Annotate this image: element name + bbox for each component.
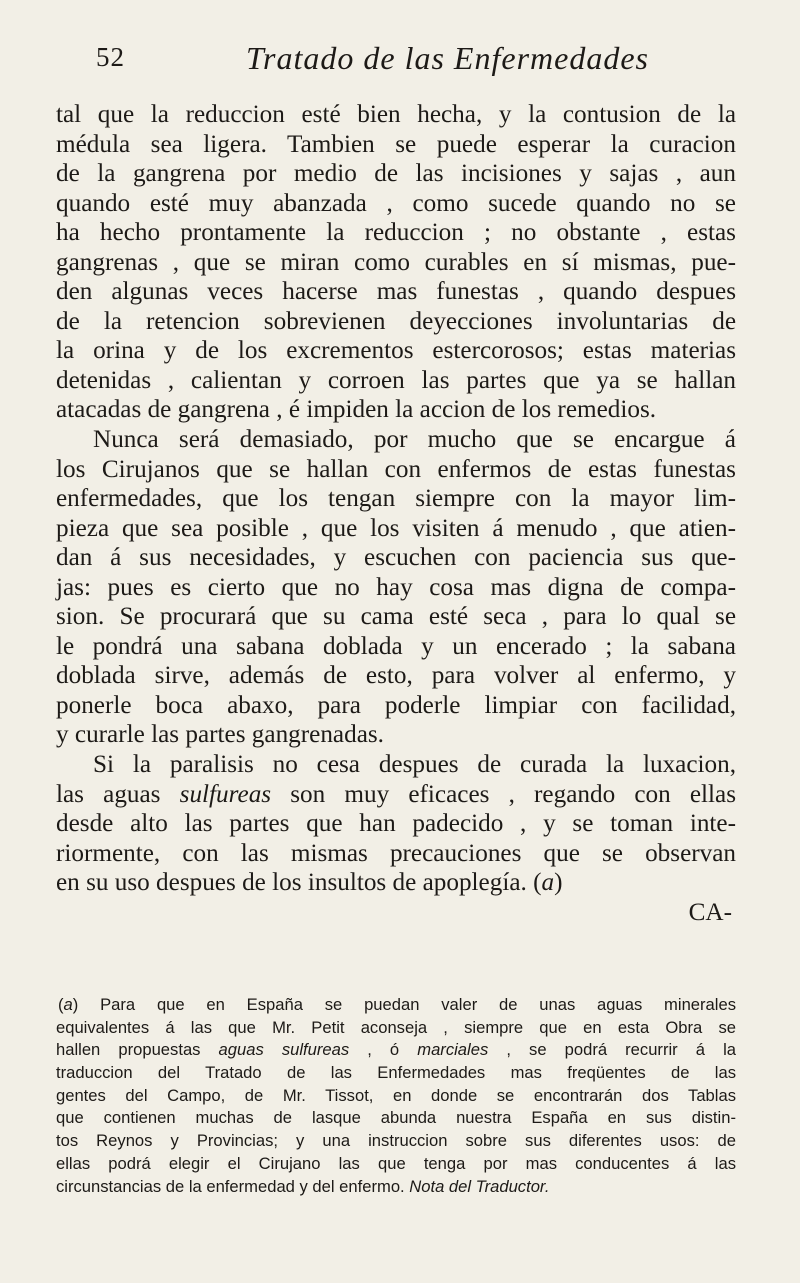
- footnote-line: [56, 1039, 736, 1062]
- text-line: doblada sirve, además de esto, para volver al enfermo, y: [56, 662, 736, 690]
- text-run: ) Para que en España se puedan valer de unas aguas minerales: [72, 995, 736, 1014]
- paragraph-2: [56, 425, 736, 750]
- translator-note: Nota del Traductor.: [409, 1176, 550, 1196]
- text-line: den algunas veces hacerse mas funestas , quando despues: [56, 278, 736, 306]
- text-line: Si la paralisis no cesa despues de curada la luxacion,: [93, 751, 736, 779]
- footnote-line: [56, 994, 736, 1017]
- footnote-line: equivalentes á las que Mr. Petit aconseja , siempre que en esta Obra se: [56, 1017, 736, 1037]
- text-line: [56, 780, 736, 810]
- main-text: [56, 100, 736, 927]
- text-line: le pondrá una sabana doblada y un encerado ; la sabana: [56, 632, 736, 660]
- text-line: quando esté muy abanzada , como sucede quando no se: [56, 189, 736, 217]
- text-run: son muy eficaces , regando con ellas: [271, 780, 737, 808]
- text-line: [56, 868, 736, 898]
- text-line: la orina y de los excrementos estercorosos; estas materias: [56, 337, 736, 365]
- text-run: hallen propuestas: [56, 1040, 219, 1060]
- text-line: ha hecho prontamente la reduccion ; no obstante , estas: [56, 219, 736, 247]
- text-run: las aguas: [56, 780, 180, 808]
- footnote-line: que contienen muchas de lasque abunda nuestra España en sus distin-: [56, 1108, 736, 1128]
- footnote-line: traduccion del Tratado de las Enfermedades mas freqüentes de las: [56, 1063, 736, 1083]
- footnote-line: [56, 1176, 736, 1199]
- text-line: riormente, con las mismas precauciones que se observan: [56, 839, 736, 867]
- text-line: gangrenas , que se miran como curables en sí mismas, pue-: [56, 248, 736, 276]
- running-title: Tratado de las Enfermedades: [246, 40, 649, 76]
- text-run: en su uso despues de los insultos de apoplegía. (: [56, 869, 542, 897]
- italic-term: sulfureas: [179, 780, 272, 808]
- text-line: médula sea ligera. Tambien se puede esperar la curacion: [56, 130, 736, 158]
- text-run: , se podrá recurrir á la: [488, 1040, 736, 1060]
- text-line: los Cirujanos que se hallan con enfermos de estas funestas: [56, 455, 736, 483]
- text-run: , ó: [349, 1040, 418, 1060]
- text-line: y curarle las partes gangrenadas.: [56, 721, 384, 749]
- text-line: pieza que sea posible , que los visiten á menudo , que atien-: [56, 514, 736, 542]
- paragraph-1: [56, 100, 736, 425]
- footnote-line: gentes del Campo, de Mr. Tissot, en donde se encontrarán dos Tablas: [56, 1085, 736, 1105]
- footnote-reference: a: [541, 869, 555, 897]
- page-number: 52: [96, 42, 125, 72]
- footnote-line: tos Reynos y Provincias; y una instruccion sobre sus diferentes usos: de: [56, 1131, 736, 1151]
- text-line: sion. Se procurará que su cama esté seca , para lo qual se: [56, 603, 736, 631]
- text-line: jas: pues es cierto que no hay cosa mas digna de compa-: [56, 573, 736, 601]
- text-run: circunstancias de la enfermedad y del enfermo.: [56, 1176, 410, 1196]
- text-run: (: [58, 995, 64, 1014]
- text-line: desde alto las partes que han padecido , y se toman inte-: [56, 810, 736, 838]
- paragraph-3: [56, 750, 736, 898]
- text-line: dan á sus necesidades, y escuchen con paciencia sus que-: [56, 544, 736, 572]
- footnote-line: ellas podrá elegir el Cirujano las que tenga por mas conducentes á las: [56, 1153, 736, 1173]
- italic-term: marciales: [417, 1040, 489, 1060]
- footnote: [56, 994, 736, 1198]
- text-line: enfermedades, que los tengan siempre con la mayor lim-: [56, 485, 736, 513]
- text-line: tal que la reduccion esté bien hecha, y la contusion de la: [56, 101, 736, 128]
- text-line: de la retencion sobrevienen deyecciones involuntarias de: [56, 307, 736, 335]
- text-line: ponerle boca abaxo, para poderle limpiar con facilidad,: [56, 691, 736, 719]
- page-header: [96, 40, 736, 80]
- footnote-marker: a: [63, 995, 73, 1014]
- italic-term: aguas sulfureas: [218, 1040, 350, 1060]
- text-run: ): [554, 869, 563, 897]
- text-line: Nunca será demasiado, por mucho que se encargue á: [93, 426, 736, 454]
- text-line: detenidas , calientan y corroen las partes que ya se hallan: [56, 366, 736, 394]
- catchword: CA-: [688, 898, 732, 926]
- text-line: de la gangrena por medio de las incisiones y sajas , aun: [56, 160, 736, 188]
- text-line: atacadas de gangrena , é impiden la accion de los remedios.: [56, 396, 657, 424]
